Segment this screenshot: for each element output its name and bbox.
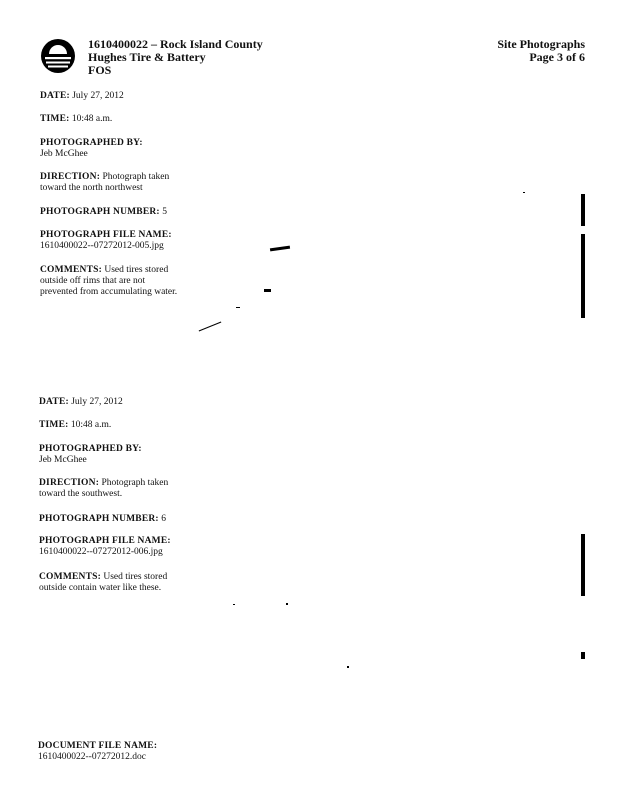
photo1-frame-edge-bottom <box>581 234 585 318</box>
photo1-speck <box>236 307 240 308</box>
document-file: DOCUMENT FILE NAME: 1610400022--07272012.doc <box>38 741 158 762</box>
agency-logo-icon <box>40 38 76 74</box>
photo2-frame-corner <box>581 652 585 659</box>
photo2-number: PHOTOGRAPH NUMBER: 6 <box>39 514 166 524</box>
photo2-speck <box>347 666 349 668</box>
header-doc-title: Site Photographs <box>497 37 585 51</box>
header-facility: Hughes Tire & Battery <box>88 50 206 64</box>
photo1-number: PHOTOGRAPH NUMBER: 5 <box>40 207 167 217</box>
photo1-time: TIME: 10:48 a.m. <box>40 114 113 124</box>
header-program: FOS <box>88 63 112 77</box>
photo2-speck <box>233 604 235 605</box>
photo1-speck <box>523 192 525 193</box>
photo1-speck <box>270 246 290 252</box>
photo1-speck <box>199 322 222 332</box>
header-site-id: 1610400022 – Rock Island County <box>88 37 263 51</box>
photo2-comments: COMMENTS: Used tires stored outside contain water like these. <box>39 572 168 593</box>
photo2-photographer: PHOTOGRAPHED BY: Jeb McGhee <box>39 444 142 465</box>
photo2-direction: DIRECTION: Photograph taken toward the southwest. <box>39 478 169 499</box>
header-page-number: Page 3 of 6 <box>529 50 585 64</box>
photo1-comments: COMMENTS: Used tires stored outside off rims that are not prevented from accumulating water. <box>40 265 178 297</box>
photo2-date: DATE: July 27, 2012 <box>39 397 123 407</box>
photo1-direction: DIRECTION: Photograph taken toward the north northwest <box>40 172 170 193</box>
photo1-file: PHOTOGRAPH FILE NAME: 1610400022--07272012-005.jpg <box>40 230 172 251</box>
photo1-frame-edge-top <box>581 194 585 226</box>
header-title-block <box>88 38 263 77</box>
photo1-date: DATE: July 27, 2012 <box>40 91 124 101</box>
photo1-photographer: PHOTOGRAPHED BY: Jeb McGhee <box>40 138 143 159</box>
header-page-block <box>497 38 585 64</box>
photo2-frame-edge <box>581 534 585 596</box>
photo2-time: TIME: 10:48 a.m. <box>39 420 112 430</box>
photo2-file: PHOTOGRAPH FILE NAME: 1610400022--07272012-006.jpg <box>39 536 171 557</box>
photo1-speck <box>264 289 271 292</box>
photo2-speck <box>286 603 288 605</box>
